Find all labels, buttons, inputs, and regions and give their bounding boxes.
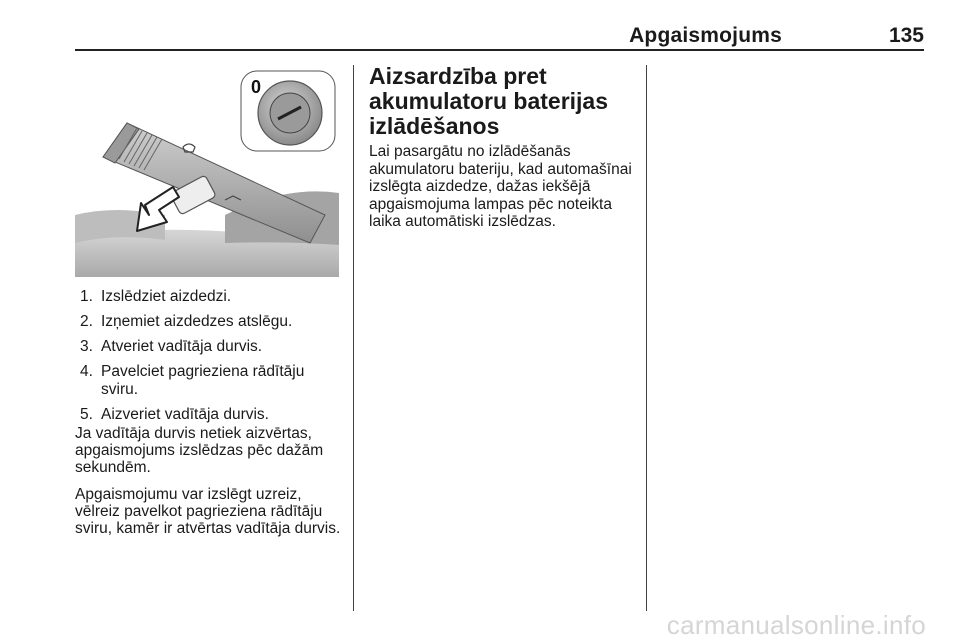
step-text: Izslēdziet aizdedzi. — [101, 288, 232, 305]
step-number: 3. — [80, 338, 93, 355]
page-number: 135 — [888, 24, 924, 47]
steps-list — [77, 288, 339, 431]
section-paragraph: Lai pasargātu no izlādēšanās akumulatoru bateriju, kad automašīnai izslēgta aizdedze, dažas iekšējā apgaismojuma lampas pēc noteikta laika automātiski izslēdzas. — [369, 143, 632, 230]
step-number: 2. — [80, 313, 93, 330]
step-text: Atveriet vadītāja durvis. — [101, 338, 263, 355]
column-divider-right — [646, 65, 647, 611]
body-paragraph: Ja vadītāja durvis netiek aizvērtas, apgaismojums izslēdzas pēc dažām sekundēm. — [75, 425, 324, 476]
lever-drawing — [75, 65, 339, 277]
list-item — [77, 288, 339, 306]
list-item — [77, 313, 339, 331]
column-divider-left — [353, 65, 354, 611]
ignition-position-label: 0 — [251, 77, 262, 97]
step-text: Aizveriet vadītāja durvis. — [101, 406, 269, 423]
step-text: Pavelciet pagrieziena rādītāju sviru. — [101, 363, 305, 398]
step-number: 4. — [80, 363, 93, 380]
list-item — [77, 338, 339, 356]
watermark: carmanualsonline.info — [666, 610, 926, 640]
list-item — [77, 406, 339, 424]
body-paragraph: Apgaismojumu var izslēgt uzreiz, vēlreiz pavelkot pagrieziena rādītāju sviru, kamēr ir atvērtas vadītāja durvis. — [75, 486, 341, 537]
step-number: 1. — [80, 288, 93, 305]
section-heading: Aizsardzība pret akumulatoru baterijas izlādēšanos — [369, 63, 609, 139]
list-item — [77, 363, 339, 399]
lever-illustration — [75, 65, 339, 277]
section-title: Apgaismojums — [629, 24, 782, 47]
step-text: Izņemiet aizdedzes atslēgu. — [101, 313, 293, 330]
step-number: 5. — [80, 406, 93, 423]
header-divider — [75, 49, 924, 51]
